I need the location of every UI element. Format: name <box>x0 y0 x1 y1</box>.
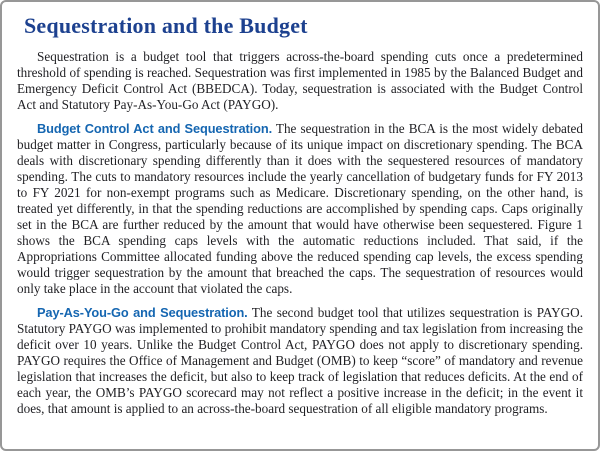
section-paygo-heading: Pay-As-You-Go and Sequestration. <box>37 305 248 320</box>
intro-paragraph: Sequestration is a budget tool that triggers across-the-board spending cuts once a predetermined threshold of spending is reached. Sequestration was first implemented in 1985 by the Balanced Budget and Emergency Deficit Control Act (BBEDCA). Today, sequestration is associated with the Budget Control Act and Statutory Pay-As-You-Go Act (PAYGO). <box>17 49 583 112</box>
section-bca-body: The sequestration in the BCA is the most widely debated budget matter in Congress, particularly because of its unique impact on discretionary spending. The BCA deals with discretionary spending differently than it does with the sequestered resources of mandatory spending. The cuts to mandatory resources include the yearly cancellation of budgetary funds for FY 2013 to FY 2021 for non-exempt programs such as Medicare. Discretionary spending, on the other hand, is treated yet differently, in that the spending reductions are accomplished by spending caps. Caps originally set in the BCA are further reduced by the amount that would have otherwise been sequestered. Figure 1 shows the BCA spending caps levels with the automatic reductions included. That said, if the Appropriations Committee allocated funding above the reduced spending cap levels, the excess spending would trigger sequestration by the amount that breached the caps. The sequestration of resources would only take place in the account that violated the caps. <box>17 121 584 296</box>
section-bca-paragraph <box>17 121 583 297</box>
section-paygo-paragraph <box>17 305 583 417</box>
section-paygo-body: The second budget tool that utilizes sequestration is PAYGO. Statutory PAYGO was implemented to prohibit mandatory spending and tax legislation from increasing the deficit over 10 years. Unlike the Budget Control Act, PAYGO does not apply to discretionary spending. PAYGO requires the Office of Management and Budget (OMB) to keep “score” of mandatory and revenue legislation that increases the deficit, but also to keep track of legislation that reduces deficits. At the end of each year, the OMB’s PAYGO scorecard may not reflect a positive increase in the deficit; in the event it does, that amount is applied to an across-the-board sequestration of all eligible mandatory programs. <box>17 305 583 416</box>
page-title: Sequestration and the Budget <box>24 13 308 38</box>
section-bca-heading: Budget Control Act and Sequestration. <box>37 121 273 136</box>
